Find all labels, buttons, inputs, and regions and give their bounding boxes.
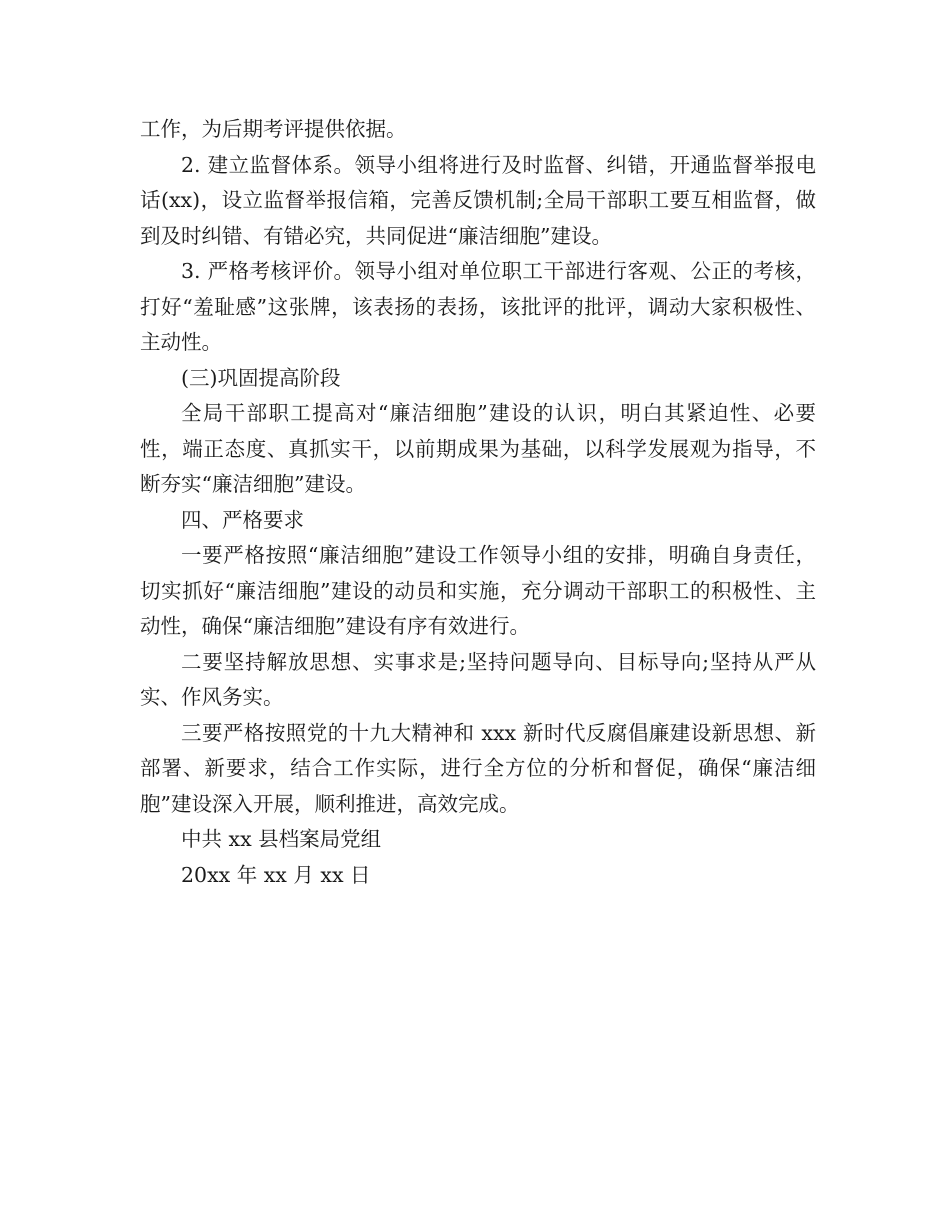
paragraph-requirement-two: 二要坚持解放思想、实事求是;坚持问题导向、目标导向;坚持从严从实、作风务实。 bbox=[140, 649, 816, 709]
section-heading-consolidation: (三)巩固提高阶段 bbox=[181, 365, 341, 390]
paragraph-assessment: 3. 严格考核评价。领导小组对单位职工干部进行客观、公正的考核，打好“羞耻感”这张牌，该表扬的表扬，该批评的批评，调动大家积极性、主动性。 bbox=[140, 259, 816, 354]
section-heading-requirements: 四、严格要求 bbox=[181, 507, 304, 532]
signature-date: 20xx 年 xx 月 xx 日 bbox=[181, 862, 371, 887]
paragraph-supervision-system: 2. 建立监督体系。领导小组将进行及时监督、纠错，开通监督举报电话(xx)，设立监督举报信箱，完善反馈机制;全局干部职工要互相监督，做到及时纠错、有错必究，共同促进“廉洁细胞”建设。 bbox=[140, 152, 816, 248]
document-body bbox=[140, 112, 816, 893]
paragraph-requirement-three: 三要严格按照党的十九大精神和 xxx 新时代反腐倡廉建设新思想、新部署、新要求，结合工作实际，进行全方位的分析和督促，确保“廉洁细胞”建设深入开展，顺利推进，高效完成。 bbox=[140, 720, 816, 816]
signature-organization: 中共 xx 县档案局党组 bbox=[181, 827, 382, 851]
paragraph-continuation: 工作，为后期考评提供依据。 bbox=[140, 117, 407, 141]
paragraph-consolidation: 全局干部职工提高对“廉洁细胞”建设的认识，明白其紧迫性、必要性，端正态度、真抓实干，以前期成果为基础，以科学发展观为指导，不断夯实“廉洁细胞”建设。 bbox=[140, 401, 816, 496]
paragraph-requirement-one: 一要严格按照“廉洁细胞”建设工作领导小组的安排，明确自身责任，切实抓好“廉洁细胞”建设的动员和实施，充分调动干部职工的积极性、主动性，确保“廉洁细胞”建设有序有效进行。 bbox=[140, 543, 816, 638]
